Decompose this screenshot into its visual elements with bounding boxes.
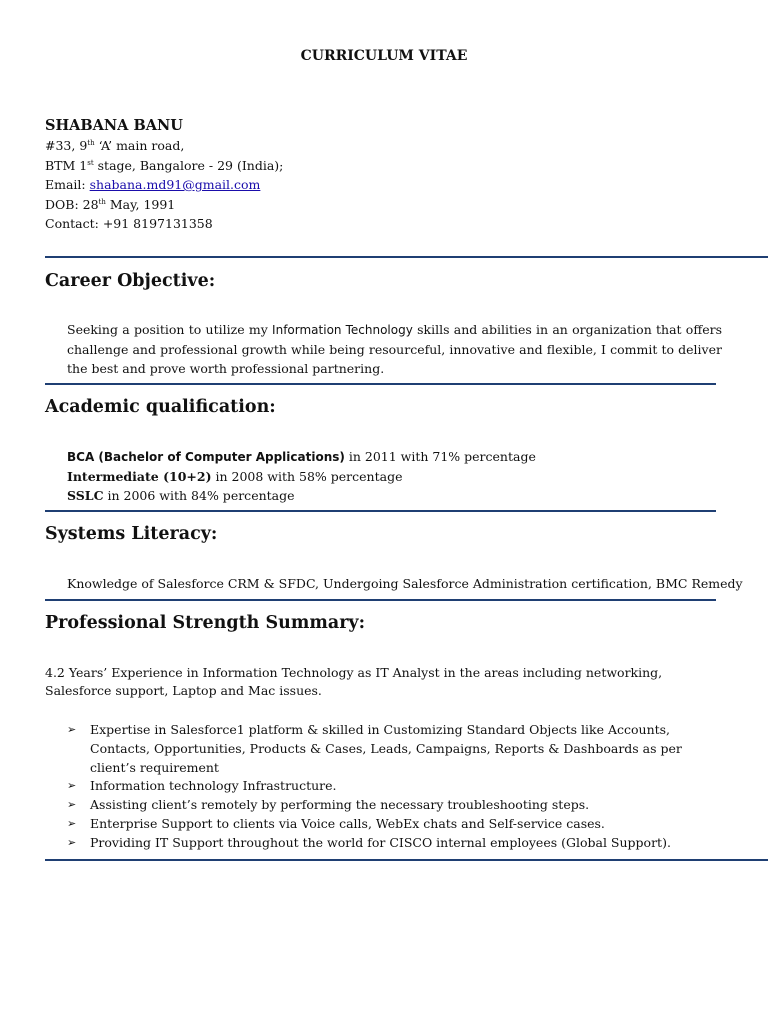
career-objective-text [67,320,722,378]
career-objective-heading: Career Objective: [45,271,216,291]
section-divider [45,383,716,385]
section-divider [45,859,768,861]
document-title: CURRICULUM VITAE [300,48,468,64]
arrow-bullet-icon: ➢ [67,779,77,793]
address-line-2-rest: stage, Bangalore - 29 (India); [93,157,284,173]
address-line-2 [45,156,283,176]
section-divider [45,510,716,512]
academic-item-sslc [67,486,536,505]
list-item [67,815,707,834]
phone-line: Contact: +91 8197131358 [45,216,213,231]
email-label: Email: [45,177,90,192]
list-item-text: Information technology Infrastructure. [90,778,337,794]
contact-block [45,116,283,234]
list-item [67,777,707,796]
section-divider [45,256,768,258]
strength-summary-heading: Professional Strength Summary: [45,613,366,633]
strength-summary-text: 4.2 Years’ Experience in Information Technology as IT Analyst in the areas including networking, Salesforce support, Laptop and Mac issues. [45,665,663,698]
section-divider [45,599,716,601]
list-item-text: Enterprise Support to clients via Voice calls, WebEx chats and Self-service cases. [90,815,605,831]
address-line-1 [45,136,283,156]
list-item [67,834,707,853]
dob-line [45,195,283,215]
academic-list [67,447,536,505]
objective-text-rest: skills and abilities in an organization that offers challenge and professional growth while being resourceful, innovative and flexible, I commit to deliver the best and prove worth professional partnering. [67,322,723,376]
address-line-1-sup: th [87,139,95,147]
address-line-1-rest: ‘A’ main road, [94,138,185,153]
list-item-text: Assisting client’s remotely by performing the necessary troubleshooting steps. [90,797,590,813]
academic-detail: in 2008 with 58% percentage [211,469,403,484]
dob-rest: May, 1991 [105,196,176,212]
systems-literacy-text: Knowledge of Salesforce CRM & SFDC, Undergoing Salesforce Administration certification, BMC Remedy [67,576,743,591]
academic-degree: Intermediate (10+2) [67,469,212,484]
dob-text: DOB: 28 [45,196,99,212]
list-item [67,721,707,777]
arrow-bullet-icon: ➢ [67,723,77,736]
academic-detail: in 2006 with 84% percentage [103,488,295,503]
address-line-1-text: #33, 9 [45,138,88,153]
objective-text-start: Seeking a position to utilize my [67,322,273,337]
dob-sup: th [98,197,106,206]
academic-item-bca [67,447,536,467]
academic-degree: BCA (Bachelor of Computer Applications) [67,450,345,464]
candidate-name: SHABANA BANU [45,117,183,134]
academic-degree: SSLC [67,488,104,503]
academic-detail: in 2011 with 71% percentage [344,449,536,464]
email-line [45,175,283,195]
list-item-text: Expertise in Salesforce1 platform & skilled in Customizing Standard Objects like Accounts, Contacts, Opportunities, Products & Cases, Leads, Campaigns, Reports & Dashboards as per client’s requirement [90,722,682,775]
academic-heading: Academic qualification: [45,397,276,417]
systems-literacy-heading: Systems Literacy: [45,524,218,544]
academic-item-intermediate [67,467,536,486]
strength-bullet-list [67,721,707,853]
objective-text-highlight: Information Technology [272,323,413,337]
list-item-text: Providing IT Support throughout the world for CISCO internal employees (Global Support). [90,834,671,850]
address-line-2-text: BTM 1 [45,157,88,173]
arrow-bullet-icon: ➢ [67,798,77,812]
arrow-bullet-icon: ➢ [67,835,77,849]
email-link[interactable]: shabana.md91@gmail.com [89,177,261,192]
arrow-bullet-icon: ➢ [67,816,77,830]
address-line-2-sup: st [87,158,94,167]
list-item [67,796,707,815]
